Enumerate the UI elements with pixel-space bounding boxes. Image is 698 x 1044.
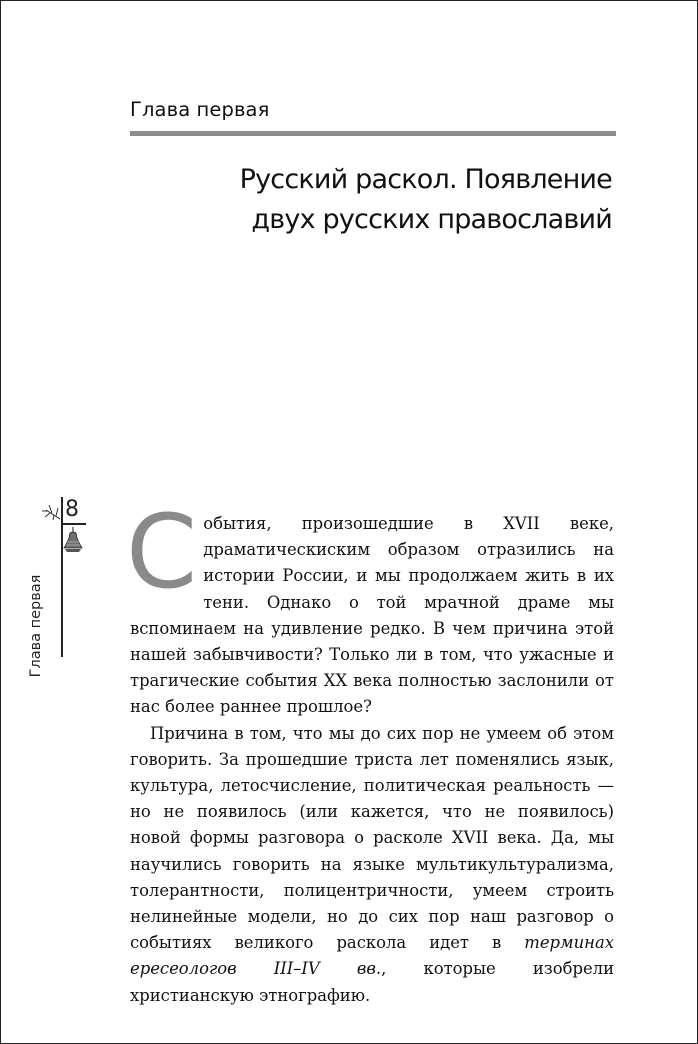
paragraph-1-text: обытия, произошедшие в XVII веке, драматическиским образом отразились на истории России, и мы продолжаем жить в их тени. Однако о той мрачной драме мы вспоминаем на удивление редко. В чем причина этой нашей забывчивости? Только ли в том, что ужасные и трагические события XX века полностью заслонили от нас более раннее прошлое? (130, 514, 614, 717)
paragraph-1 (126, 493, 614, 721)
page-number-rule (62, 523, 86, 525)
chapter-title-line-2: двух русских православий (251, 204, 612, 235)
paragraph-2 (130, 721, 614, 1009)
bell-icon (63, 527, 83, 553)
running-head: Глава первая (28, 574, 44, 678)
page-number: 8 (65, 497, 79, 522)
sprig-icon (41, 501, 61, 521)
drop-cap: С (126, 493, 198, 612)
sidebar (38, 497, 88, 697)
paragraph-2-end: , которые изобрели христианскую этнографию. (130, 959, 615, 1005)
chapter-underline (130, 131, 616, 136)
chapter-title-line-1: Русский раскол. Появление (239, 164, 612, 195)
paragraph-2-text: Причина в том, что мы до сих пор не умеем об этом говорить. За прошедшие триста лет поменялись язык, культура, летосчисление, политическая реальность — но не появилось (или кажется, что не появилось) новой формы разговора о расколе XVII века. Да, мы научились говорить на языке мультикультурализма, толерантности, полицентричности, умеем строить нелинейные модели, но до сих пор наш разговор о событиях великого раскола идет в (130, 723, 614, 953)
chapter-title (92, 160, 612, 240)
body-text (126, 493, 615, 1009)
chapter-label: Глава первая (130, 98, 270, 121)
paragraph-2-italic: терминах ересеологов III–IV вв. (130, 933, 614, 979)
